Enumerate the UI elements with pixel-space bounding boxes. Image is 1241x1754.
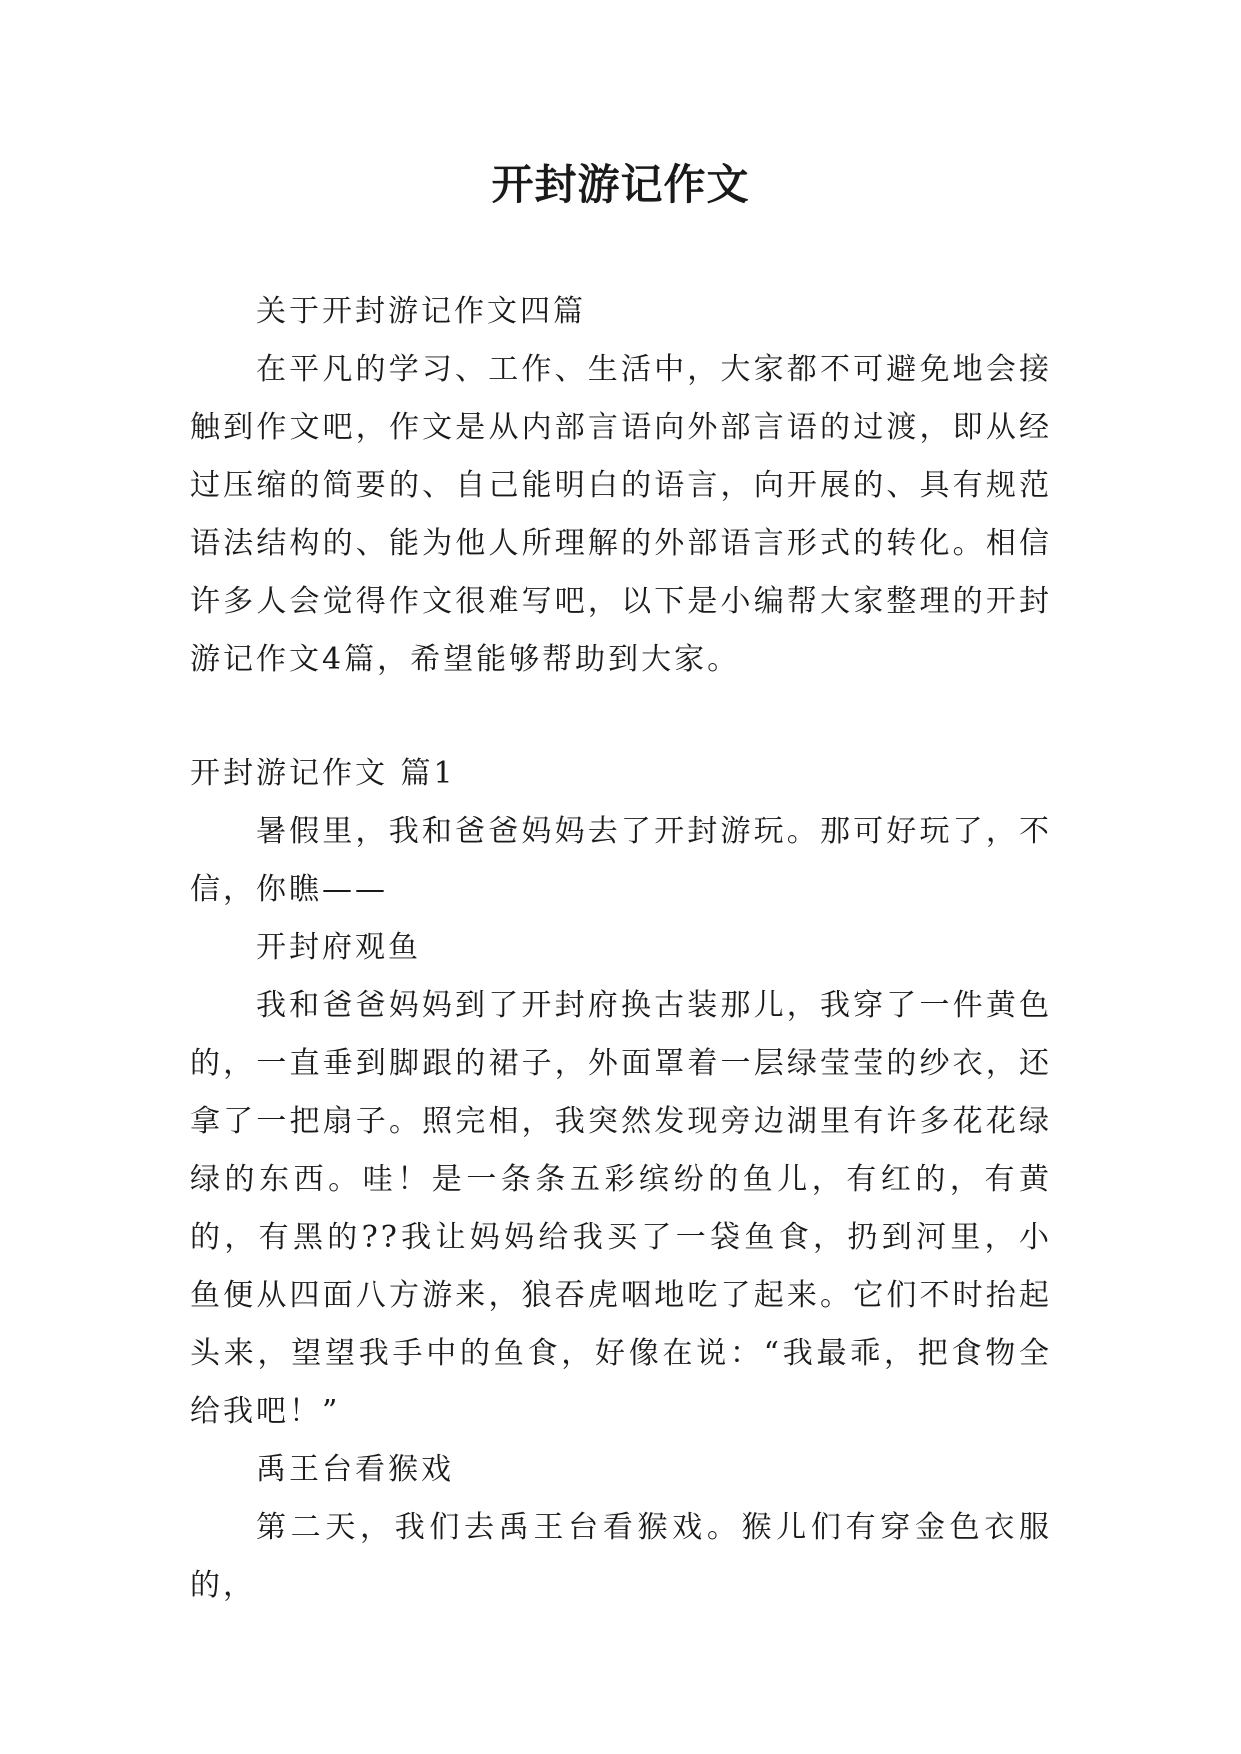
subheading: 禹王台看猴戏 xyxy=(256,1452,454,1487)
paragraph: 我和爸爸妈妈到了开封府换古装那儿，我穿了一件黄色的，一直垂到脚跟的裙子，外面罩着一层绿莹莹的纱衣，还拿了一把扇子。照完相，我突然发现旁边湖里有许多花花绿绿的东西。哇！是一条条五彩缤纷的鱼儿，有红的，有黄的，有黑的??我让妈妈给我买了一袋鱼食，扔到河里，小鱼便从四面八方游来，狼吞虎咽地吃了起来。它们不时抬起头来，望望我手中的鱼食，好像在说：“我最乖，把食物全给我吧！” xyxy=(190,988,1052,1429)
document-title: 开封游记作文 xyxy=(491,160,750,209)
document-body xyxy=(190,283,1052,1615)
intro-paragraph: 在平凡的学习、工作、生活中，大家都不可避免地会接触到作文吧，作文是从内部言语向外部言语的过渡，即从经过压缩的简要的、自己能明白的语言，向开展的、具有规范语法结构的、能为他人所理解的外部语言形式的转化。相信许多人会觉得作文很难写吧，以下是小编帮大家整理的开封游记作文4篇，希望能够帮助到大家。 xyxy=(190,352,1052,677)
subheading: 开封府观鱼 xyxy=(256,930,421,965)
paragraph: 暑假里，我和爸爸妈妈去了开封游玩。那可好玩了，不信，你瞧—— xyxy=(190,814,1052,907)
paragraph: 第二天，我们去禹王台看猴戏。猴儿们有穿金色衣服的， xyxy=(190,1510,1052,1603)
section-heading: 开封游记作文 篇1 xyxy=(190,756,456,791)
intro-heading: 关于开封游记作文四篇 xyxy=(256,294,586,329)
